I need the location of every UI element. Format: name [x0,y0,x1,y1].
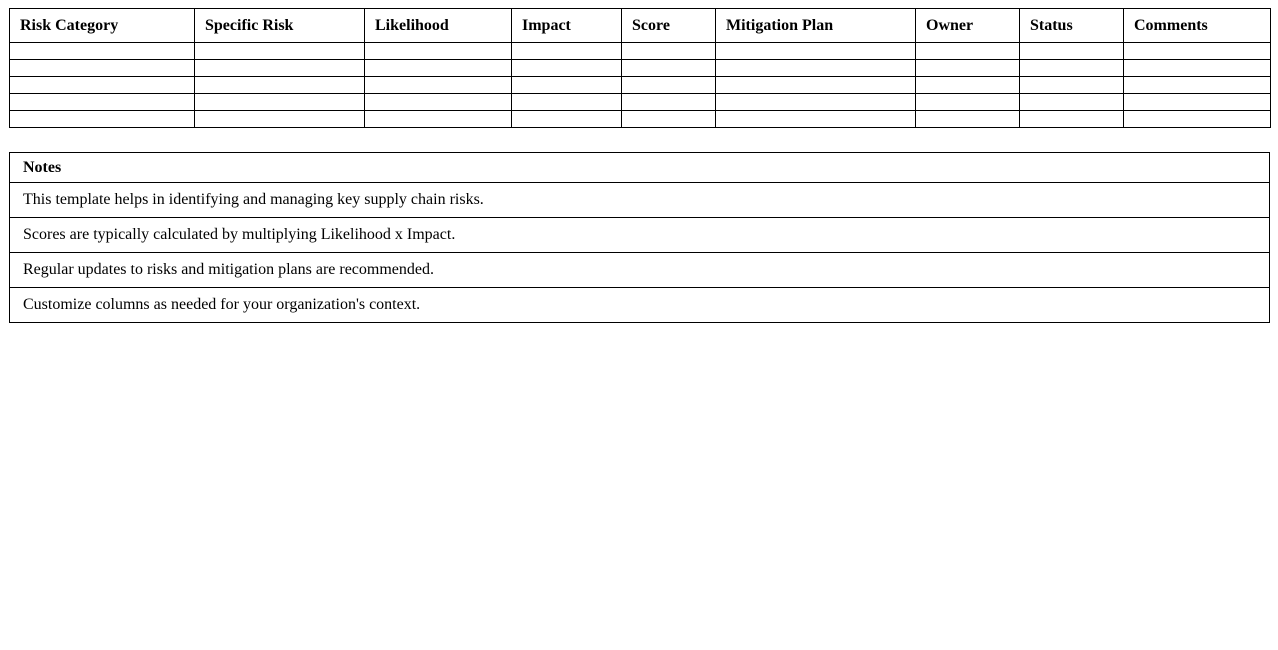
risk-table-empty-cell [195,94,365,111]
risk-table-header-cell: Score [622,9,716,43]
notes-row-cell: This template helps in identifying and managing key supply chain risks. [10,183,1270,218]
risk-table-empty-cell [916,77,1020,94]
risk-table-header-cell: Comments [1124,9,1271,43]
risk-table-empty-cell [916,94,1020,111]
risk-table-empty-cell [916,43,1020,60]
risk-table-empty-cell [10,111,195,128]
notes-row [10,218,1270,253]
notes-row-cell: Customize columns as needed for your organization's context. [10,288,1270,323]
notes-header-cell: Notes [10,153,1270,183]
risk-table-empty-row [10,94,1271,111]
risk-table-empty-cell [1020,77,1124,94]
notes-row [10,288,1270,323]
risk-table-empty-cell [622,43,716,60]
risk-table-empty-cell [195,77,365,94]
risk-table-empty-cell [622,111,716,128]
risk-table-empty-cell [916,111,1020,128]
risk-table-empty-cell [716,60,916,77]
risk-table-header-row [10,9,1271,43]
notes-table-body [10,183,1270,323]
risk-table-empty-cell [1020,43,1124,60]
notes-row [10,183,1270,218]
risk-table-empty-cell [716,111,916,128]
risk-table-header-cell: Risk Category [10,9,195,43]
risk-table-header-cell: Specific Risk [195,9,365,43]
risk-table-empty-cell [1124,94,1271,111]
risk-table-empty-row [10,43,1271,60]
risk-table-empty-cell [622,94,716,111]
risk-table-empty-cell [716,77,916,94]
risk-table-header-cell: Owner [916,9,1020,43]
risk-table-empty-cell [365,111,512,128]
risk-table-empty-cell [512,77,622,94]
notes-row [10,253,1270,288]
risk-table-empty-cell [512,94,622,111]
risk-table-empty-cell [1020,111,1124,128]
risk-table-empty-cell [716,94,916,111]
risk-register-table [9,8,1271,128]
risk-table-empty-cell [195,111,365,128]
risk-table-empty-cell [622,77,716,94]
risk-table-empty-cell [1124,111,1271,128]
risk-table-header-cell: Mitigation Plan [716,9,916,43]
risk-table-empty-row [10,77,1271,94]
risk-table-empty-cell [512,43,622,60]
risk-table-empty-cell [622,60,716,77]
risk-table-empty-cell [195,60,365,77]
risk-table-empty-cell [10,60,195,77]
risk-table-empty-cell [195,43,365,60]
risk-table-empty-cell [365,60,512,77]
risk-table-empty-cell [10,94,195,111]
risk-table-empty-cell [365,43,512,60]
notes-header-row [10,153,1270,183]
risk-table-empty-cell [365,94,512,111]
risk-table-empty-cell [916,60,1020,77]
risk-table-empty-cell [512,111,622,128]
notes-row-cell: Regular updates to risks and mitigation plans are recommended. [10,253,1270,288]
risk-table-empty-row [10,111,1271,128]
risk-table-empty-cell [365,77,512,94]
risk-table-header-cell: Impact [512,9,622,43]
risk-table-empty-cell [716,43,916,60]
risk-table-body [10,43,1271,128]
notes-row-cell: Scores are typically calculated by multiplying Likelihood x Impact. [10,218,1270,253]
risk-table-empty-cell [1124,43,1271,60]
notes-table [9,152,1270,323]
risk-table-empty-cell [10,77,195,94]
risk-table-header-cell: Status [1020,9,1124,43]
risk-table-empty-cell [1020,94,1124,111]
risk-table-empty-cell [1124,77,1271,94]
risk-table-header-cell: Likelihood [365,9,512,43]
risk-table-empty-cell [1020,60,1124,77]
risk-table-empty-row [10,60,1271,77]
risk-table-empty-cell [512,60,622,77]
risk-table-empty-cell [10,43,195,60]
risk-table-empty-cell [1124,60,1271,77]
